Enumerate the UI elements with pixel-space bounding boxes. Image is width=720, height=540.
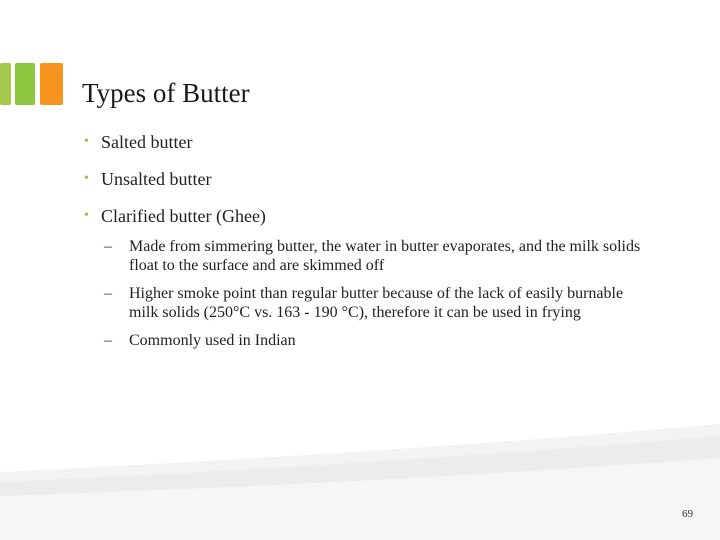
sub-bullet-item (104, 331, 649, 350)
bullet-list (84, 129, 664, 361)
bullet-item (84, 129, 664, 155)
bullet-text: Unsalted butter (101, 169, 212, 189)
sub-bullet-item (104, 237, 649, 275)
bullet-item (84, 203, 664, 350)
bottom-wave-decoration (0, 410, 720, 540)
page-number: 69 (682, 508, 693, 520)
bullet-item (84, 166, 664, 192)
sub-bullet-marker: – (104, 238, 112, 255)
sub-bullet-text: Commonly used in Indian (129, 332, 296, 349)
bullet-text: Clarified butter (Ghee) (101, 206, 266, 226)
sub-bullet-text: Higher smoke point than regular butter because of the lack of easily burnable milk solids (250°C vs. 163 - 190 °C), therefore it can be used in frying (129, 285, 624, 321)
sub-bullet-text: Made from simmering butter, the water in butter evaporates, and the milk solids float to the surface and are skimmed off (129, 238, 641, 274)
accent-bar-light-green (0, 63, 11, 105)
sub-bullet-item (104, 284, 649, 322)
bullet-marker: • (84, 208, 89, 223)
sub-bullet-marker: – (104, 285, 112, 302)
sub-bullet-list (101, 237, 664, 350)
bullet-marker: • (84, 171, 89, 186)
accent-bar-orange (40, 63, 63, 105)
accent-bars-decoration (0, 63, 64, 105)
bullet-marker: • (84, 134, 89, 149)
accent-bar-green (15, 63, 35, 105)
sub-bullet-marker: – (104, 332, 112, 349)
bullet-text: Salted butter (101, 132, 193, 152)
slide-title: Types of Butter (82, 78, 250, 108)
